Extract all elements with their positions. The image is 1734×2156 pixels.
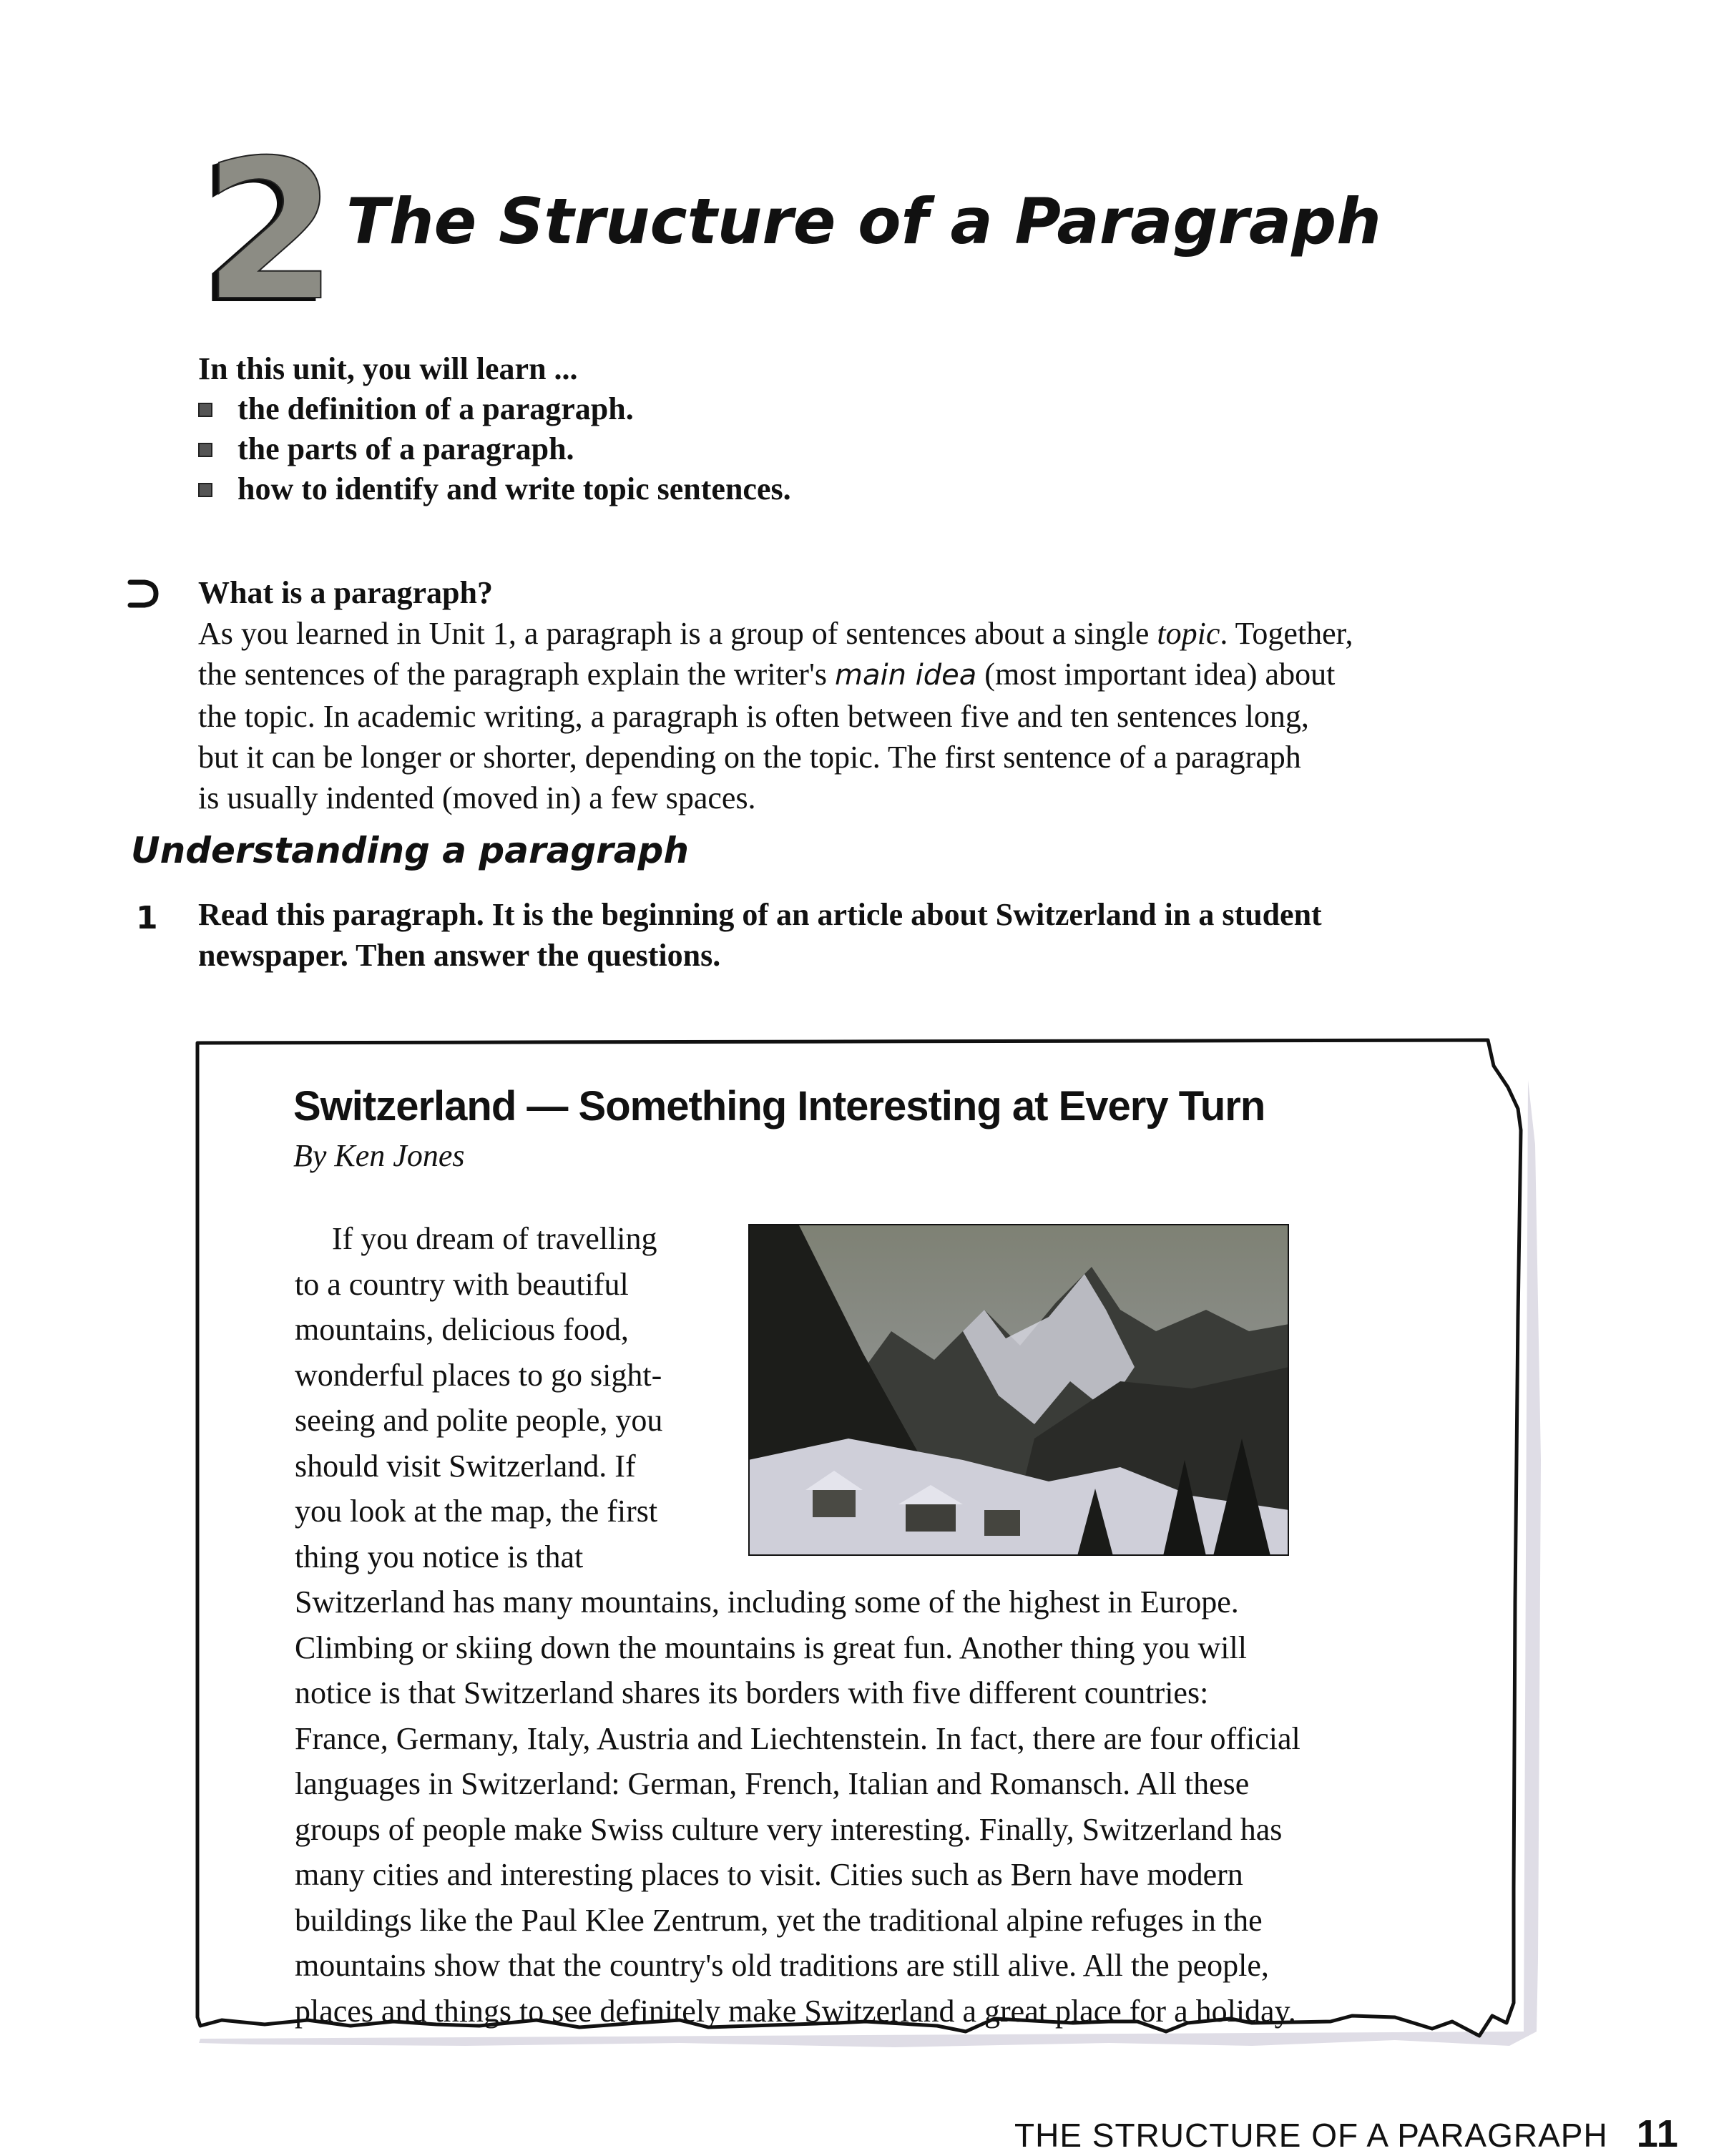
article-line: buildings like the Paul Klee Zentrum, yet the traditional alpine refuges in the bbox=[295, 1902, 1263, 1938]
objectives-intro: In this unit, you will learn ... bbox=[198, 351, 578, 386]
article-line: Switzerland has many mountains, including some of the highest in Europe. bbox=[295, 1584, 1239, 1620]
what-is-a-paragraph bbox=[198, 572, 1543, 818]
objective-item bbox=[198, 469, 791, 509]
body-line bbox=[198, 696, 1543, 737]
page-footer bbox=[1014, 2112, 1679, 2156]
article-title: Switzerland — Something Interesting at Every Turn bbox=[293, 1083, 1265, 1130]
article-line: France, Germany, Italy, Austria and Liechtenstein. In fact, there are four official bbox=[295, 1720, 1300, 1756]
article-line: Climbing or skiing down the mountains is great fun. Another thing you will bbox=[295, 1630, 1247, 1665]
circle-arrow-icon bbox=[127, 578, 160, 609]
article-line: If you dream of travelling bbox=[332, 1221, 657, 1256]
chapter-number-text: 2 bbox=[203, 118, 338, 343]
square-bullet-icon bbox=[198, 443, 212, 457]
term-main-idea: main idea bbox=[835, 659, 977, 692]
instruction-line: Read this paragraph. It is the beginning of an article about Switzerland in a student bbox=[198, 897, 1322, 932]
chapter-title: The Structure of a Paragraph bbox=[346, 185, 1381, 258]
text: As you learned in Unit 1, a paragraph is a group of sentences about a single bbox=[198, 616, 1157, 651]
exercise-instructions bbox=[198, 894, 1522, 976]
article-line: seeing and polite people, you bbox=[295, 1403, 663, 1438]
page-number: 11 bbox=[1636, 2112, 1679, 2155]
exercise-number: 1 bbox=[136, 900, 158, 936]
text: (most important idea) about bbox=[976, 657, 1336, 692]
objective-text: the definition of a paragraph. bbox=[237, 391, 634, 426]
chapter-number bbox=[193, 118, 338, 343]
article-line: notice is that Switzerland shares its borders with five different countries: bbox=[295, 1675, 1209, 1710]
article-line: mountains show that the country's old traditions are still alive. All the people, bbox=[295, 1948, 1269, 1983]
running-title: THE STRUCTURE OF A PARAGRAPH bbox=[1014, 2117, 1608, 2154]
text: the topic. In academic writing, a paragraph is often between five and ten sentences long, bbox=[198, 699, 1309, 734]
section-heading: Understanding a paragraph bbox=[131, 830, 689, 871]
square-bullet-icon bbox=[198, 483, 212, 497]
square-bullet-icon bbox=[198, 403, 212, 417]
article-line: mountains, delicious food, bbox=[295, 1312, 629, 1347]
objective-item bbox=[198, 389, 791, 429]
text: but it can be longer or shorter, depending on the topic. The first sentence of a paragraph bbox=[198, 740, 1301, 775]
article-line: groups of people make Swiss culture very interesting. Finally, Switzerland has bbox=[295, 1811, 1283, 1847]
text: the sentences of the paragraph explain the writer's bbox=[198, 657, 836, 692]
unit-objectives bbox=[198, 349, 791, 509]
objective-text: how to identify and write topic sentences. bbox=[237, 471, 791, 506]
article-line: to a country with beautiful bbox=[295, 1266, 629, 1302]
text: is usually indented (moved in) a few spaces. bbox=[198, 780, 756, 815]
article-line: you look at the map, the first bbox=[295, 1494, 658, 1529]
body-line bbox=[198, 613, 1543, 654]
instruction-line: newspaper. Then answer the questions. bbox=[198, 938, 721, 973]
body-line bbox=[198, 654, 1543, 696]
objective-item bbox=[198, 429, 791, 469]
article-line: thing you notice is that bbox=[295, 1539, 584, 1574]
what-is-question: What is a paragraph? bbox=[198, 575, 493, 610]
article-line: places and things to see definitely make Switzerland a great place for a holiday. bbox=[295, 1993, 1296, 2029]
article-byline: By Ken Jones bbox=[293, 1138, 465, 1173]
body-line bbox=[198, 737, 1543, 778]
text: . Together, bbox=[1220, 616, 1353, 651]
body-line bbox=[198, 778, 1543, 818]
article-line: languages in Switzerland: German, French, Italian and Romansch. All these bbox=[295, 1766, 1250, 1801]
article-line: should visit Switzerland. If bbox=[295, 1448, 636, 1484]
article-line: many cities and interesting places to visit. Cities such as Bern have modern bbox=[295, 1857, 1243, 1892]
term-topic: topic bbox=[1157, 616, 1220, 651]
objective-text: the parts of a paragraph. bbox=[237, 431, 574, 466]
article-line: wonderful places to go sight- bbox=[295, 1357, 662, 1393]
article-body bbox=[295, 1216, 1454, 2034]
